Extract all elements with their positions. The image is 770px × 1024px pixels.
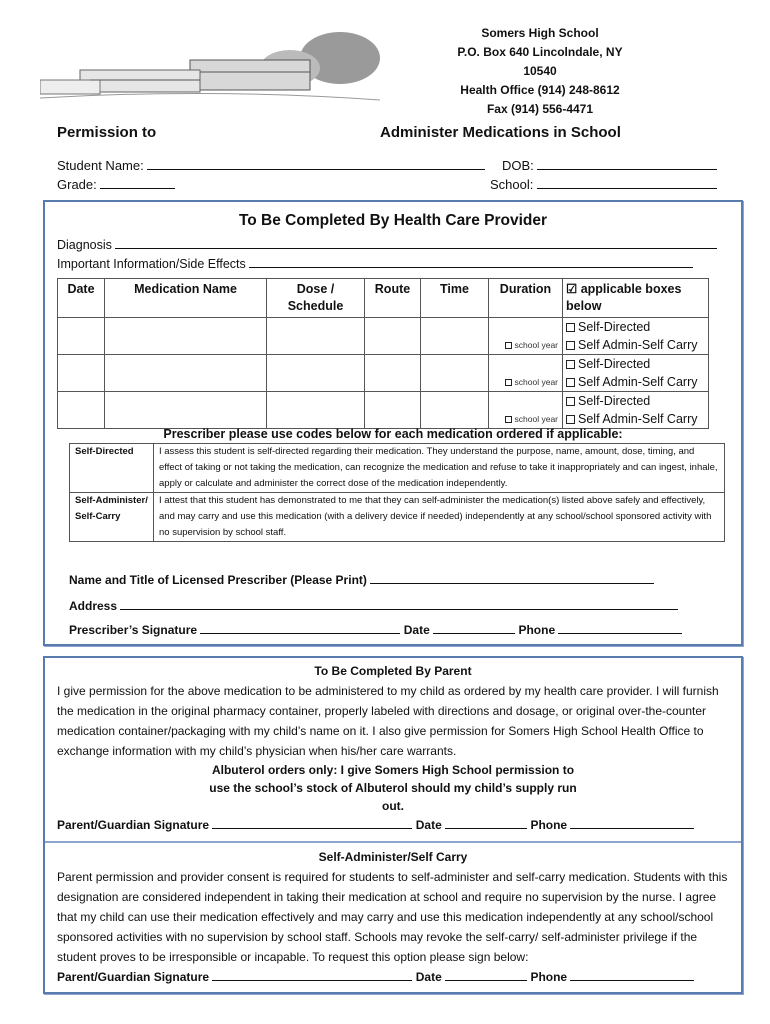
route-cell[interactable]: [365, 318, 421, 355]
parent-date-field-2[interactable]: [445, 969, 527, 981]
options-cell: [563, 355, 709, 392]
duration-cell: [489, 355, 563, 392]
prescriber-signature-field[interactable]: [200, 622, 400, 634]
diagnosis-label: Diagnosis: [57, 238, 112, 252]
self-directed-label: Self-Directed: [578, 357, 651, 371]
self-directed-checkbox[interactable]: [566, 360, 575, 369]
date-cell[interactable]: [58, 392, 105, 429]
codes-heading: Prescriber please use codes below for each medication ordered if applicable:: [163, 427, 623, 441]
self-directed-checkbox[interactable]: [566, 323, 575, 332]
code-description: I assess this student is self-directed regarding their medication. They understand the purpose, name, amount, dose, timing, and effect of taking or not taking the medication, can recognize the medication and refuse to take it inappropriately and can ingest, inhale, apply or calculate and administer the correct dose of the medication independently.: [154, 444, 725, 493]
col-duration: Duration: [489, 279, 563, 318]
parent-phone-label: Phone: [530, 818, 568, 832]
col-applicable-label: applicable boxes below: [566, 282, 682, 313]
table-row: [58, 392, 709, 429]
self-carry-checkbox[interactable]: [566, 415, 575, 424]
prescriber-name-label: Name and Title of Licensed Prescriber (Please Print): [69, 573, 367, 587]
code-description: I attest that this student has demonstrated to me that they can self-administer the medication(s) listed above safely and effectively, and may carry and use this medication (with a delivery device if needed) independently at any school/school sponsored activity with no supervision by school staff.: [154, 493, 725, 542]
page-title: Administer Medications in School: [380, 124, 621, 141]
school-building-sketch: [40, 30, 380, 110]
col-applicable-boxes: [563, 279, 709, 318]
student-name-field[interactable]: [147, 158, 485, 170]
school-address: P.O. Box 640 Lincolndale, NY 10540: [457, 45, 623, 78]
section-divider: [45, 841, 741, 843]
parent-phone-label-2: Phone: [530, 970, 568, 984]
school-header: [440, 24, 640, 119]
grade-label: Grade:: [57, 177, 97, 192]
col-route: Route: [365, 279, 421, 318]
time-cell[interactable]: [421, 318, 489, 355]
options-cell: [563, 318, 709, 355]
parent-signature-label-2: Parent/Guardian Signature: [57, 970, 210, 984]
prescriber-signature-label: Prescriber’s Signature: [69, 623, 198, 637]
school-year-label: school year: [514, 414, 558, 424]
checked-box-icon: ☑: [566, 282, 578, 296]
table-row: [58, 318, 709, 355]
parent-permission-text: I give permission for the above medication to be administered to my child as ordered by my health care provider. I will furnish the medication in the original pharmacy container, properly labeled with directions and dosage, or original over-the-counter medication container/packaging with my child’s name on it. I also give permission for Somers High School Health Office to exchange information with my child’s physician when his/her care warrants.: [57, 684, 719, 758]
code-key: Self-Administer/ Self-Carry: [70, 493, 154, 542]
parent-date-label: Date: [415, 818, 442, 832]
parent-heading: To Be Completed By Parent: [314, 664, 472, 678]
col-medication-name: Medication Name: [105, 279, 267, 318]
parent-date-label-2: Date: [415, 970, 442, 984]
time-cell[interactable]: [421, 355, 489, 392]
self-carry-checkbox[interactable]: [566, 341, 575, 350]
school-year-checkbox[interactable]: [505, 342, 512, 349]
grade-field[interactable]: [100, 177, 175, 189]
code-key: Self-Directed: [70, 444, 154, 493]
self-directed-label: Self-Directed: [578, 320, 651, 334]
medication-cell[interactable]: [105, 318, 267, 355]
col-date: Date: [58, 279, 105, 318]
health-office-phone: Health Office (914) 248-8612: [460, 83, 620, 97]
diagnosis-field[interactable]: [115, 237, 717, 249]
provider-heading: To Be Completed By Health Care Provider: [238, 212, 548, 229]
prescriber-phone-label: Phone: [518, 623, 556, 637]
self-carry-label: Self Admin-Self Carry: [578, 375, 698, 389]
date-cell[interactable]: [58, 318, 105, 355]
provider-section: [43, 200, 743, 646]
codes-table: [69, 443, 725, 542]
self-carry-text: Parent permission and provider consent is required for students to self-administer and self-carry medication. Students with this designation are considered independent in taking their medication at school and require no supervision by the nurse. I agree that my child can use their medication effectively and may carry and use this medication independently at any school/school sponsored activities with no supervision by school staff. Schools may revoke the self-carry/ self-administer privilege if the student proves to be irresponsible or incapable. To request this option please sign below:: [57, 870, 728, 964]
school-name: Somers High School: [481, 26, 599, 40]
parent-signature-field-2[interactable]: [212, 969, 412, 981]
school-year-checkbox[interactable]: [505, 416, 512, 423]
important-info-field[interactable]: [249, 256, 693, 268]
col-time: Time: [421, 279, 489, 318]
dob-field[interactable]: [537, 158, 717, 170]
parent-date-field[interactable]: [445, 817, 527, 829]
table-row: [58, 355, 709, 392]
route-cell[interactable]: [365, 355, 421, 392]
address-label: Address: [69, 599, 118, 613]
dob-label: DOB:: [502, 158, 534, 173]
self-carry-checkbox[interactable]: [566, 378, 575, 387]
duration-cell: [489, 318, 563, 355]
parent-signature-field[interactable]: [212, 817, 412, 829]
prescriber-date-label: Date: [403, 623, 430, 637]
dose-cell[interactable]: [267, 392, 365, 429]
col-dose-schedule: Dose / Schedule: [267, 279, 365, 318]
dose-cell[interactable]: [267, 355, 365, 392]
route-cell[interactable]: [365, 392, 421, 429]
self-directed-checkbox[interactable]: [566, 397, 575, 406]
parent-signature-label: Parent/Guardian Signature: [57, 818, 210, 832]
parent-phone-field[interactable]: [570, 817, 694, 829]
medication-cell[interactable]: [105, 392, 267, 429]
school-year-checkbox[interactable]: [505, 379, 512, 386]
date-cell[interactable]: [58, 355, 105, 392]
parent-phone-field-2[interactable]: [570, 969, 694, 981]
school-label: School:: [490, 177, 534, 192]
medication-table: [57, 278, 709, 429]
address-field[interactable]: [120, 598, 678, 610]
title-left: Permission to: [57, 124, 157, 141]
important-info-label: Important Information/Side Effects: [57, 257, 246, 271]
time-cell[interactable]: [421, 392, 489, 429]
school-year-label: school year: [514, 377, 558, 387]
prescriber-phone-field[interactable]: [558, 622, 682, 634]
self-carry-label: Self Admin-Self Carry: [578, 412, 698, 426]
options-cell: [563, 392, 709, 429]
albuterol-text: Albuterol orders only: I give Somers High School permission to use the school’s stock of Albuterol should my child’s supply run out.: [209, 763, 577, 813]
self-carry-label: Self Admin-Self Carry: [578, 338, 698, 352]
school-year-label: school year: [514, 340, 558, 350]
parent-section: [43, 656, 743, 994]
prescriber-name-field[interactable]: [370, 572, 654, 584]
fax-number: Fax (914) 556-4471: [486, 102, 594, 116]
medication-cell[interactable]: [105, 355, 267, 392]
prescriber-date-field[interactable]: [433, 622, 515, 634]
self-directed-label: Self-Directed: [578, 394, 651, 408]
student-name-label: Student Name:: [57, 158, 144, 173]
school-field[interactable]: [537, 177, 717, 189]
duration-cell: [489, 392, 563, 429]
self-carry-heading: Self-Administer/Self Carry: [318, 850, 468, 864]
dose-cell[interactable]: [267, 318, 365, 355]
